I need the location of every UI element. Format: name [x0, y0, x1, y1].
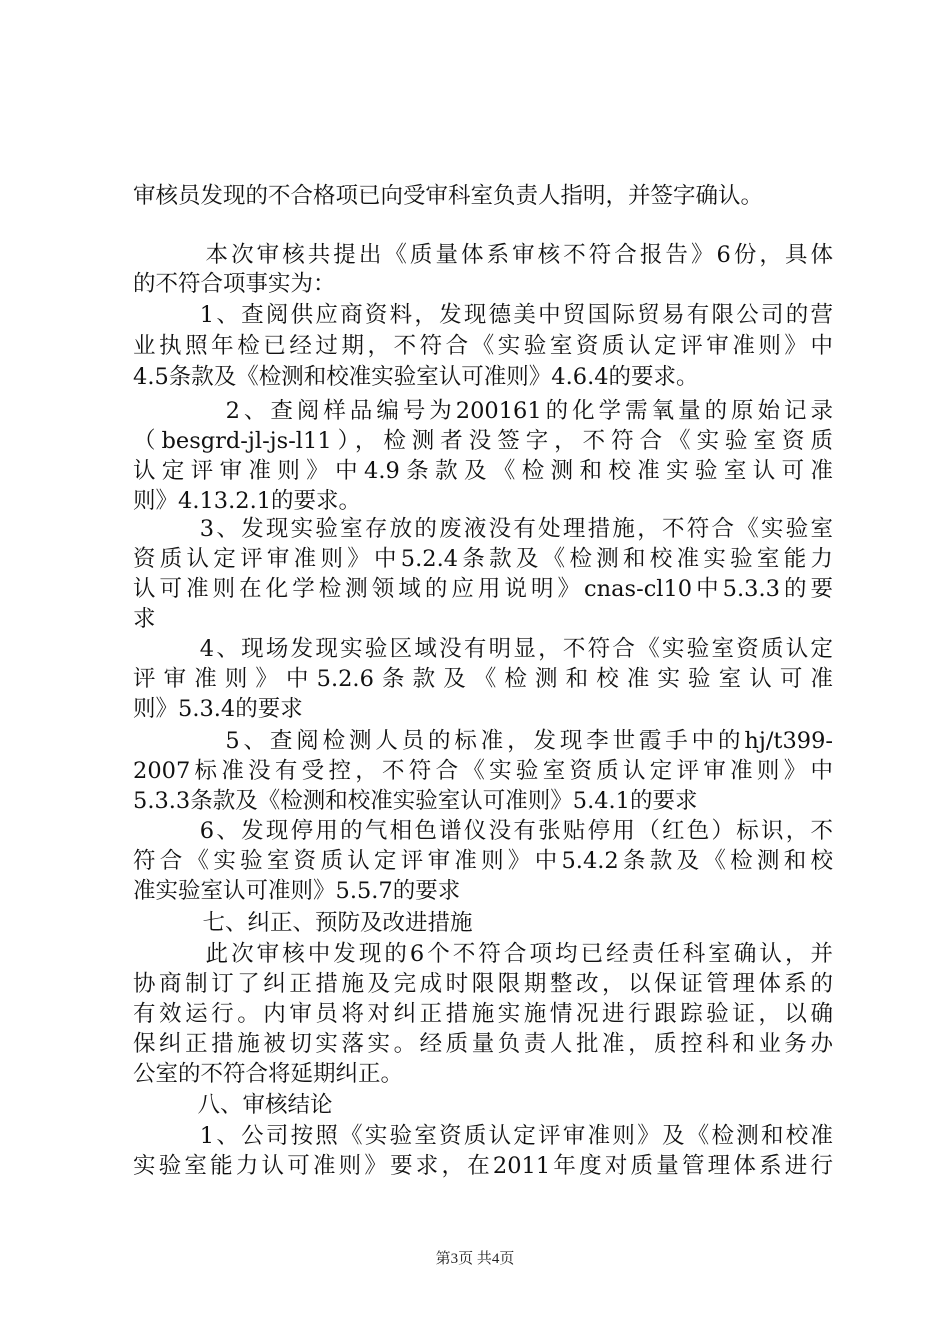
text-line-29: 公室的不符合将延期纠正。 [133, 1061, 404, 1087]
text-line-26: 协商制订了纠正措施及完成时限限期整改，以保证管理体系的 [133, 971, 833, 997]
text-line-3: 的不符合项事实为： [133, 271, 336, 297]
text-line-28: 保纠正措施被切实落实。经质量负责人批准，质控科和业务办 [133, 1031, 833, 1057]
text-line-14: 求 [133, 606, 156, 632]
text-line-1: 审核员发现的不合格项已向受审科室负责人指明，并签字确认。 [133, 183, 764, 209]
text-line-15: 4、现场发现实验区域没有明显，不符合《实验室资质认定 [175, 636, 833, 662]
text-line-21: 6、发现停用的气相色谱仪没有张贴停用（红色）标识，不 [175, 818, 833, 844]
text-line-5: 业执照年检已经过期，不符合《实验室资质认定评审准则》中 [133, 333, 833, 359]
text-line-19: 2007标准没有受控，不符合《实验室资质认定评审准则》中 [133, 758, 833, 784]
text-line-27: 有效运行。内审员将对纠正措施实施情况进行跟踪验证，以确 [133, 1001, 833, 1027]
text-line-17: 则》5.3.4的要求 [133, 696, 303, 722]
text-line-18: 5、查阅检测人员的标准，发现李世霞手中的hj/t399- [188, 728, 833, 754]
text-line-2: 本次审核共提出《质量体系审核不符合报告》6份，具体 [180, 242, 833, 268]
page-footer: 第3页 共4页 [435, 1251, 515, 1267]
text-line-6: 4.5条款及《检测和校准实验室认可准则》4.6.4的要求。 [133, 364, 699, 390]
text-line-10: 则》4.13.2.1的要求。 [133, 488, 362, 514]
text-line-25: 此次审核中发现的6个不符合项均已经责任科室确认，并 [180, 941, 833, 967]
text-line-4: 1、查阅供应商资料，发现德美中贸国际贸易有限公司的营 [175, 302, 833, 328]
text-line-31: 1、公司按照《实验室资质认定评审准则》及《检测和校准 [175, 1123, 833, 1149]
text-line-9: 认定评审准则》中4.9条款及《检测和校准实验室认可准 [133, 458, 833, 484]
text-line-11: 3、发现实验室存放的废液没有处理措施，不符合《实验室 [175, 516, 833, 542]
text-line-16: 评审准则》中5.2.6条款及《检测和校准实验室认可准 [133, 666, 833, 692]
text-line-22: 符合《实验室资质认定评审准则》中5.4.2条款及《检测和校 [133, 848, 833, 874]
text-line-23: 准实验室认可准则》5.5.7的要求 [133, 878, 461, 904]
section-heading-8: 八、审核结论 [175, 1092, 333, 1118]
text-line-13: 认可准则在化学检测领域的应用说明》cnas-cl10中5.3.3的要 [133, 576, 833, 602]
text-line-12: 资质认定评审准则》中5.2.4条款及《检测和校准实验室能力 [133, 546, 833, 572]
text-line-8: （besgrd-jl-js-l11），检测者没签字，不符合《实验室资质 [133, 428, 833, 454]
text-line-32: 实验室能力认可准则》要求，在2011年度对质量管理体系进行 [133, 1153, 833, 1179]
text-line-20: 5.3.3条款及《检测和校准实验室认可准则》5.4.1的要求 [133, 788, 698, 814]
section-heading-7: 七、纠正、预防及改进措施 [180, 910, 473, 936]
text-line-7: 2、查阅样品编号为200161的化学需氧量的原始记录 [188, 398, 833, 424]
